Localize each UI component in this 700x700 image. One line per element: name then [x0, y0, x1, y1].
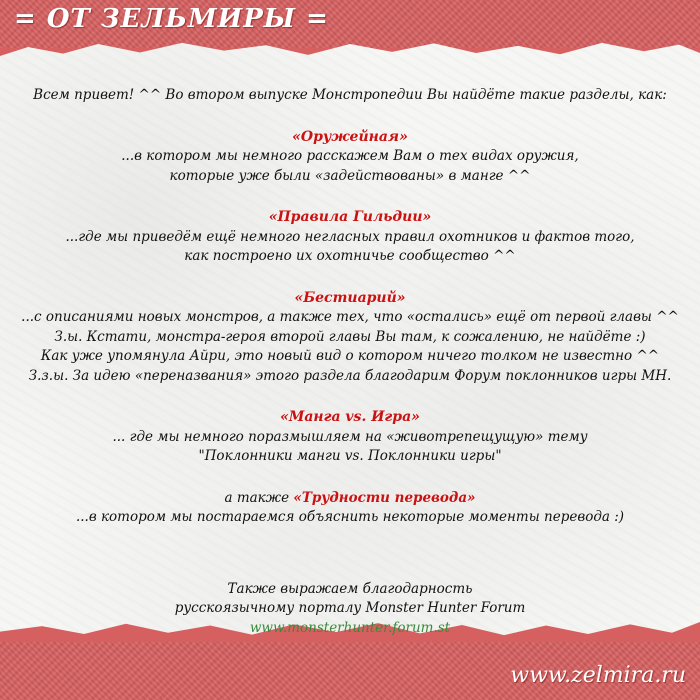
section-line: З.ы. Кстати, монстра-героя второй главы Вы там, к сожалению, не найдёте :) — [54, 328, 646, 345]
section-line: З.з.ы. За идею «переназвания» этого раздела благодарим Форум поклонников игры МН. — [28, 367, 672, 384]
section-title-bestiary: «Бестиарий» — [294, 289, 406, 306]
section-line: "Поклонники манги vs. Поклонники игры" — [198, 448, 502, 464]
section-title-manga-vs-game: «Манга vs. Игра» — [280, 409, 420, 425]
intro-text: Всем привет! ^^ Во втором выпуске Монстропедии Вы найдёте такие разделы, как: — [33, 87, 667, 103]
section-line: ... где мы немного поразмышляем на «животрепещущую» тему — [112, 428, 588, 445]
section-line: Как уже упомянула Айри, это новый вид о котором ничего толком не известно ^^ — [40, 348, 660, 364]
section-line: ...с описаниями новых монстров, а также тех, что «остались» ещё от первой главы ^^ — [21, 309, 679, 325]
section-title-translation: «Трудности перевода» — [293, 489, 476, 506]
thanks-line-1: Также выражаем благодарность — [227, 580, 473, 597]
footer-band — [0, 642, 700, 700]
thanks-line-2: русскоязычному порталу Monster Hunter Forum — [174, 600, 526, 616]
section-line: ...где мы приведём ещё немного негласных правил охотников и фактов того, — [65, 228, 635, 245]
section-line: которые уже были «задействованы» в манге ^^ — [169, 167, 531, 184]
section-line: ...в котором мы постараемся объяснить некоторые моменты перевода :) — [75, 509, 625, 525]
also-line — [20, 489, 680, 509]
section-line: как построено их охотничье сообщество ^^ — [184, 248, 516, 264]
footer-url[interactable]: www.zelmira.ru — [510, 663, 686, 688]
forum-link[interactable]: www.monsterhunter.forum.st — [249, 619, 451, 636]
section-title-weapons: «Оружейная» — [292, 128, 408, 145]
also-prefix: а также — [224, 489, 294, 506]
header-title: = ОТ ЗЕЛЬМИРЫ = — [14, 4, 329, 34]
section-line: ...в котором мы немного расскажем Вам о тех видах оружия, — [121, 148, 579, 164]
article-content — [20, 86, 680, 638]
header-band — [0, 0, 700, 48]
section-title-guild-rules: «Правила Гильдии» — [268, 209, 432, 225]
